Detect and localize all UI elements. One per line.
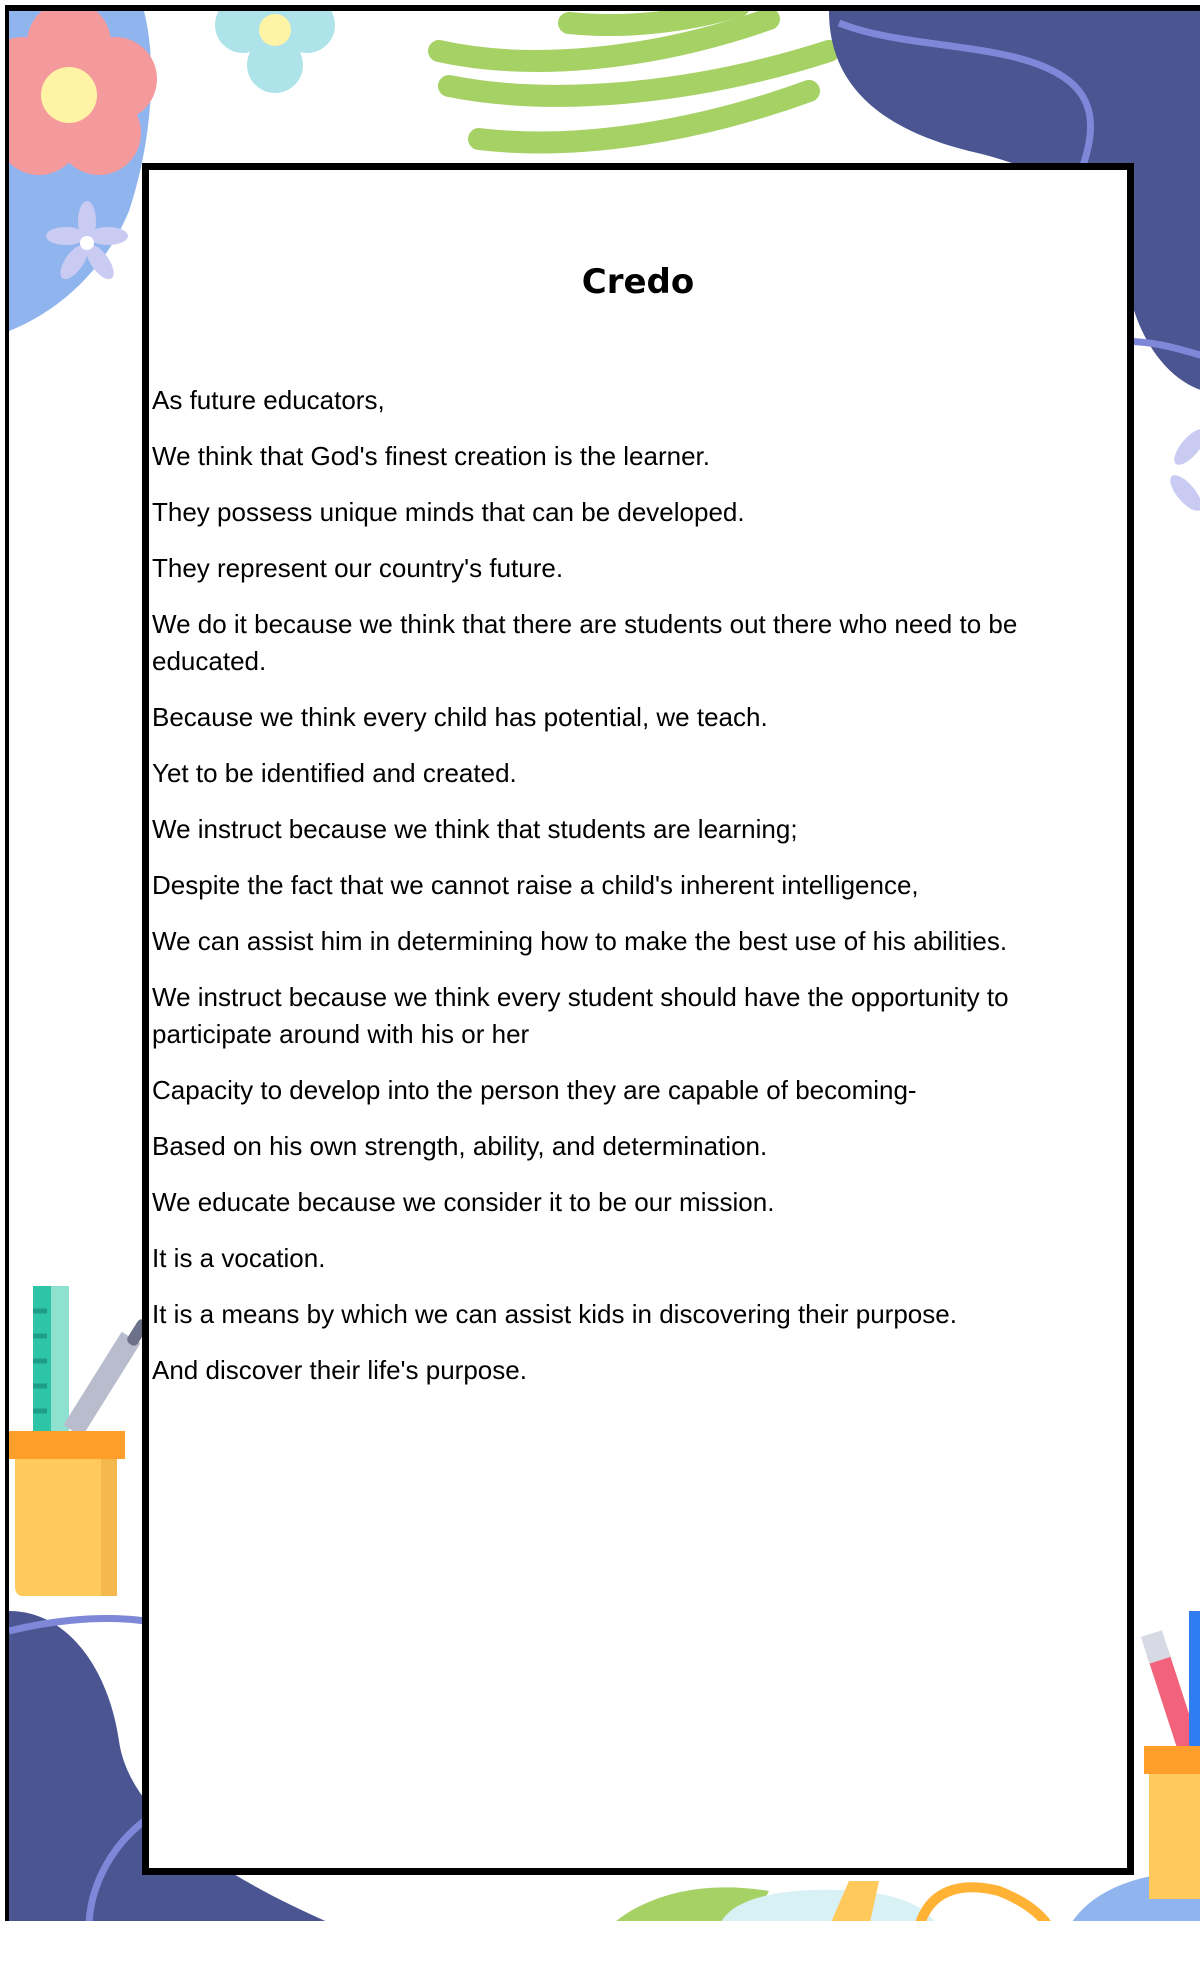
credo-line: We can assist him in determining how to make the best use of his abilities. — [152, 926, 1008, 956]
credo-line: We think that God's finest creation is the learner. — [152, 441, 710, 471]
credo-line: Despite the fact that we cannot raise a child's inherent intelligence, — [152, 870, 919, 900]
credo-line: It is a means by which we can assist kids in discovering their purpose. — [152, 1299, 957, 1329]
credo-line: We instruct because we think that students are learning; — [152, 814, 798, 844]
credo-line: As future educators, — [152, 385, 385, 415]
pencil-icon — [63, 1313, 152, 1437]
document-frame — [142, 163, 1134, 1875]
credo-line: And discover their life's purpose. — [152, 1355, 527, 1385]
credo-line: We do it because we think that there are students out there who need to be educated. — [152, 609, 1018, 676]
credo-line: Yet to be identified and created. — [152, 758, 517, 788]
sharpener-icon — [829, 1881, 1049, 1921]
document-page — [5, 5, 1200, 1921]
right-pencil-pot-icon — [1141, 1611, 1200, 1899]
credo-text — [152, 382, 1092, 1408]
credo-line: Because we think every child has potential, we teach. — [152, 702, 768, 732]
mint-flower-icon — [215, 11, 335, 93]
credo-line: Based on his own strength, ability, and determination. — [152, 1131, 768, 1161]
credo-line: They possess unique minds that can be developed. — [152, 497, 745, 527]
pencil-pot-icon — [9, 1286, 152, 1596]
leaf-stripes — [439, 11, 829, 142]
credo-line: We instruct because we think every student should have the opportunity to participate around with his or her — [152, 982, 1009, 1049]
edge-flower-icon — [1165, 424, 1200, 515]
credo-line: They represent our country's future. — [152, 553, 564, 583]
credo-line: We educate because we consider it to be our mission. — [152, 1187, 775, 1217]
credo-line: It is a vocation. — [152, 1243, 326, 1273]
credo-line: Capacity to develop into the person they are capable of becoming- — [152, 1075, 917, 1105]
document-title: Credo — [581, 262, 695, 302]
